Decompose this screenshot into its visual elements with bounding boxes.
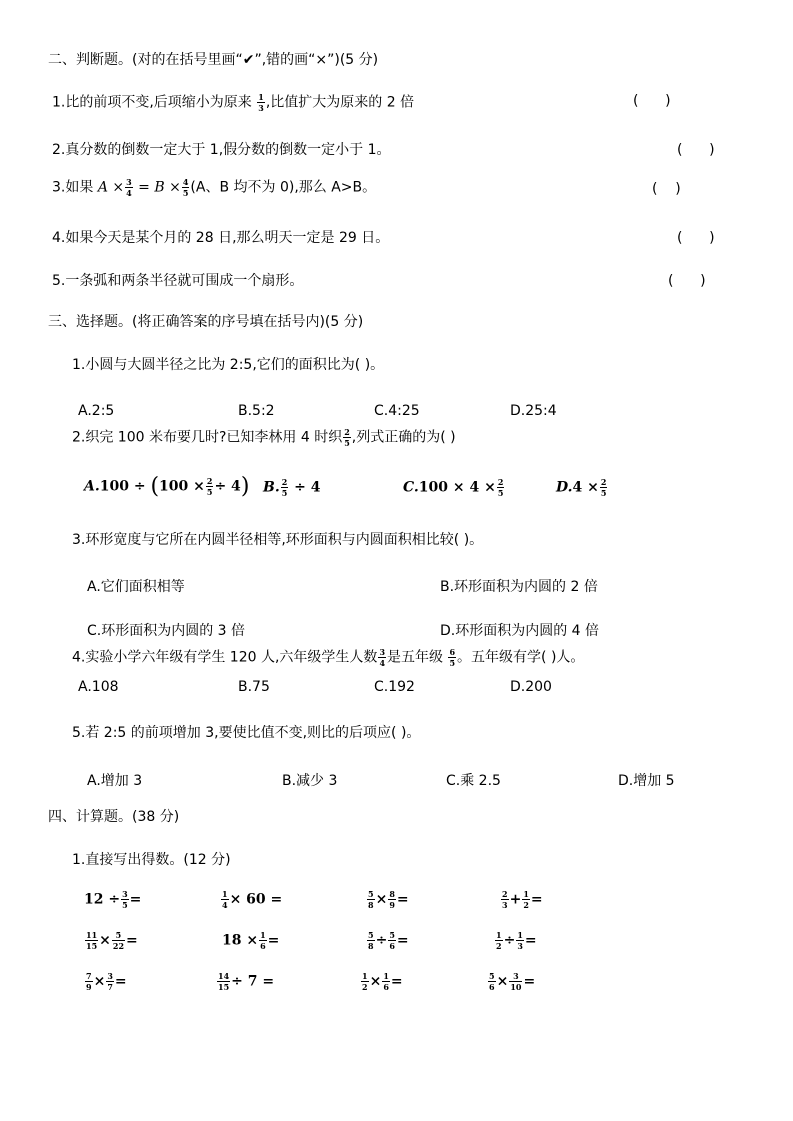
calc-item: $\frac{1}{2}$ ÷ $\frac{1}{3}$ = <box>496 930 537 951</box>
calc-item: $\frac{1}{4}$ × 60 = <box>222 889 283 910</box>
fraction: $\frac{1}{3}$ <box>517 930 523 951</box>
calc-item: 12 ÷ $\frac{3}{5}$ = <box>84 889 142 910</box>
option-b[interactable]: B. $\frac{2}{5}$ ÷ 4 <box>263 477 321 498</box>
fraction: $\frac{3}{10}$ <box>510 971 522 992</box>
choice-q1: 1.小圆与大圆半径之比为 2:5,它们的面积比为( )。 <box>72 357 385 373</box>
calc-item: $\frac{7}{9}$ × $\frac{3}{7}$ = <box>86 971 127 992</box>
option-c[interactable]: C.100 × 4 × $\frac{2}{5}$ <box>403 477 504 498</box>
option-b[interactable]: B.减少 3 <box>282 773 338 789</box>
choice-q3: 3.环形宽度与它所在内圆半径相等,环形面积与内圆面积相比较( )。 <box>72 532 484 548</box>
option-d[interactable]: D.环形面积为内圆的 4 倍 <box>440 623 600 639</box>
option-a[interactable]: A.2:5 <box>78 403 115 419</box>
section4-title: 四、计算题。(38 分) <box>48 809 180 825</box>
option-c[interactable]: C.4:25 <box>374 403 420 419</box>
fraction: $\frac{5}{6}$ <box>389 930 395 951</box>
calc-item: $\frac{1}{2}$ × $\frac{1}{6}$ = <box>362 971 403 992</box>
fraction: $\frac{2}{5}$ <box>600 477 607 498</box>
fraction: $\frac{5}{8}$ <box>368 889 374 910</box>
calc-item: $\frac{2}{3}$ + $\frac{1}{2}$ = <box>502 889 543 910</box>
fraction: $\frac{4}{5}$ <box>182 177 189 198</box>
fraction: $\frac{3}{4}$ <box>379 647 386 668</box>
fraction: $\frac{2}{5}$ <box>497 477 504 498</box>
fraction: $\frac{1}{2}$ <box>523 889 529 910</box>
section3-title: 三、选择题。(将正确答案的序号填在括号内)(5 分) <box>48 314 364 330</box>
answer-paren[interactable]: ( ) <box>633 93 671 109</box>
judge-q1: 1.比的前项不变,后项缩小为原来 $\frac{1}{3}$ ,比值扩大为原来的 2 倍 <box>52 92 415 113</box>
fraction: $\frac{2}{5}$ <box>206 476 213 497</box>
option-c[interactable]: C.乘 2.5 <box>446 773 501 789</box>
calc-item: 18 × $\frac{1}{6}$ = <box>222 930 280 951</box>
option-a[interactable]: A.它们面积相等 <box>87 579 185 595</box>
judge-q4: 4.如果今天是某个月的 28 日,那么明天一定是 29 日。 <box>52 230 390 246</box>
option-c[interactable]: C.环形面积为内圆的 3 倍 <box>87 623 246 639</box>
fraction: $\frac{5}{6}$ <box>489 971 495 992</box>
section2-title: 二、判断题。(对的在括号里画“✔”,错的画“×”)(5 分) <box>48 52 379 68</box>
calc-item: $\frac{11}{15}$ × $\frac{5}{22}$ = <box>86 930 138 951</box>
fraction: $\frac{11}{15}$ <box>86 930 98 951</box>
option-a[interactable]: A.108 <box>78 679 119 695</box>
option-b[interactable]: B.环形面积为内圆的 2 倍 <box>440 579 598 595</box>
subsection-title: 1.直接写出得数。(12 分) <box>72 852 231 868</box>
calc-item: $\frac{5}{6}$ × $\frac{3}{10}$ = <box>489 971 536 992</box>
judge-q3: 3.如果 A × $\frac{3}{4}$ = B × $\frac{4}{5}$ (A、B 均不为 0),那么 A>B。 <box>52 177 377 198</box>
option-a[interactable]: A.增加 3 <box>87 773 143 789</box>
fraction: $\frac{5}{22}$ <box>112 930 125 951</box>
option-d[interactable]: D.25:4 <box>510 403 557 419</box>
option-d[interactable]: D.200 <box>510 679 552 695</box>
choice-q5: 5.若 2:5 的前项增加 3,要使比值不变,则比的后项应( )。 <box>72 725 421 741</box>
option-b[interactable]: B.5:2 <box>238 403 275 419</box>
option-c[interactable]: C.192 <box>374 679 415 695</box>
fraction: $\frac{14}{15}$ <box>218 971 230 992</box>
calc-item: $\frac{5}{8}$ × $\frac{8}{9}$ = <box>368 889 409 910</box>
judge-q2: 2.真分数的倒数一定大于 1,假分数的倒数一定小于 1。 <box>52 142 391 158</box>
fraction: $\frac{1}{6}$ <box>260 930 266 951</box>
fraction: $\frac{1}{6}$ <box>383 971 389 992</box>
option-a[interactable]: A.100 ÷ (100 × $\frac{2}{5}$ ÷ 4) <box>84 474 250 499</box>
answer-paren[interactable]: ( ) <box>677 230 715 246</box>
fraction: $\frac{1}{2}$ <box>496 930 502 951</box>
option-d[interactable]: D.4 × $\frac{2}{5}$ <box>556 477 607 498</box>
fraction: $\frac{2}{5}$ <box>281 477 288 498</box>
fraction: $\frac{7}{9}$ <box>86 971 92 992</box>
fraction: $\frac{2}{5}$ <box>344 427 350 448</box>
calc-item: $\frac{5}{8}$ ÷ $\frac{5}{6}$ = <box>368 930 409 951</box>
calc-item: $\frac{14}{15}$ ÷ 7 = <box>218 971 275 992</box>
fraction: $\frac{1}{3}$ <box>258 92 264 113</box>
option-b[interactable]: B.75 <box>238 679 270 695</box>
judge-q5: 5.一条弧和两条半径就可围成一个扇形。 <box>52 273 304 289</box>
answer-paren[interactable]: ( ) <box>652 181 681 197</box>
fraction: $\frac{1}{4}$ <box>222 889 228 910</box>
fraction: $\frac{8}{9}$ <box>389 889 395 910</box>
fraction: $\frac{5}{8}$ <box>368 930 374 951</box>
fraction: $\frac{3}{5}$ <box>122 889 128 910</box>
choice-q2: 2.织完 100 米布要几时?已知李林用 4 时织 $\frac{2}{5}$ ,列式正确的为( ) <box>72 427 456 448</box>
answer-paren[interactable]: ( ) <box>677 142 715 158</box>
fraction: $\frac{3}{7}$ <box>107 971 113 992</box>
option-d[interactable]: D.增加 5 <box>618 773 675 789</box>
fraction: $\frac{6}{5}$ <box>449 647 456 668</box>
fraction: $\frac{2}{3}$ <box>502 889 508 910</box>
fraction: $\frac{1}{2}$ <box>362 971 368 992</box>
fraction: $\frac{3}{4}$ <box>126 177 132 198</box>
choice-q4: 4.实验小学六年级有学生 120 人,六年级学生人数 $\frac{3}{4}$ 是五年级 $\frac{6}{5}$ 。五年级有学( )人。 <box>72 647 585 668</box>
answer-paren[interactable]: ( ) <box>668 273 706 289</box>
